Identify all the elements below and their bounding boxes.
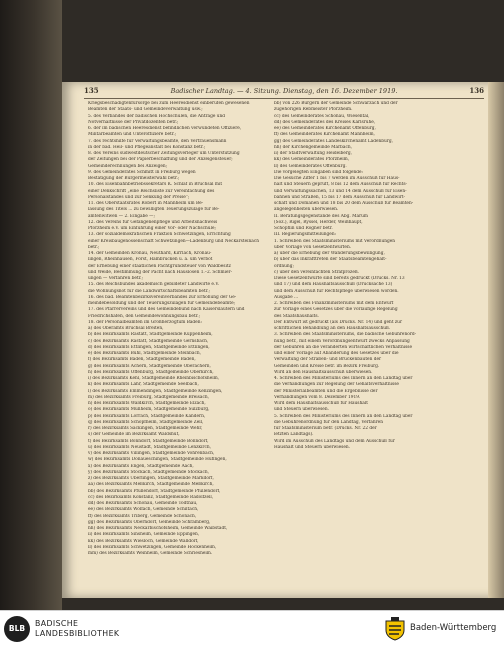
text-line: z) des Bezirksamts Überlingen, Stadtgemeinde Markdorf, — [88, 476, 214, 481]
text-line: die Wohnungsnot für die Landwirtschaftsbeamten betr.; — [88, 288, 211, 294]
text-line: Friedrichshafen, den Gemeindewohnungsbau betr.; — [88, 313, 201, 319]
text-line: cc) des Gemeinderates Schönau, Wiesental, — [274, 113, 370, 119]
text-line: hh) der Kirchengemeinde Marbach, — [274, 144, 352, 150]
text-line: Gemeinden und Kreise betr. im Bezirk Freiburg. — [274, 363, 380, 369]
text-line: hh) des Bezirksamts Neckarbischofsheim, Gemeinde Waibstadt, — [88, 526, 228, 531]
text-line: gg) des Bezirksamts Oberndorf, Gemeinde Schramberg, — [88, 519, 211, 525]
text-line: Haushalt und Steuern überwiesen. — [274, 444, 351, 450]
text-line: 15. des Reichsbundes akademisch gebildeter Landwirte e.V. — [88, 282, 220, 288]
text-line: Personalstandes und zur Senkung der Preise“; — [88, 194, 190, 200]
text-line: ordnung; — [274, 263, 294, 269]
text-line: die Gebührenordnung für den Landtag, Verfahren — [274, 419, 383, 425]
text-line: y) des Bezirksamts Stockach, Stadtgemeinde Stockach, — [88, 469, 209, 475]
book-gutter — [0, 0, 62, 610]
text-line: 3. Schreiben des Staatsministeriums, die badische Gebührenord- — [274, 332, 417, 338]
text-line: 16. des bad. Beamtenbezirksvereinverbandes zur Erhöhung der Ge- — [88, 294, 237, 300]
text-line: k) des Bezirksamts Lahr, Stadtgemeinde Seelbach, — [88, 382, 199, 388]
text-line: für Staatsministerium betr. (Drucks. Nr. 22 der — [274, 426, 377, 431]
text-line: 14. der Gemeinden Kronau, Neuthard, Kirrlach, Kronau- — [88, 251, 212, 256]
text-line: und 17) und dem Haushaltsausschuß (Drucksache 13) — [274, 282, 393, 288]
state-coat-of-arms-icon — [384, 617, 406, 641]
text-line: III. Regierungsmitteilungen: — [274, 232, 337, 238]
text-line: der Erhebung einer staatlichen Pachtgrundsteuer von Waldbesitz — [88, 263, 231, 269]
running-head: Badischer Landtag. — 4. Sitzung. Dienstag, den 16. Dezember 1919. — [170, 87, 398, 95]
text-line: ff) des Bezirksamts Triberg, Gemeinde Schonach, — [88, 513, 197, 519]
text-line: 9. des Gemeinderates Schmitt in Freiburg wegen — [88, 169, 196, 175]
text-line: und Weide, Bestimmung der Pacht nach Hauslosen 1.–2. Schmier- — [88, 269, 233, 275]
text-line: t) des Bezirksamts Bonndorf, Stadtgemeinde Bonndorf, — [88, 438, 209, 444]
page-header — [84, 86, 484, 98]
text-line: und Steuern überwiesen. — [274, 407, 329, 413]
text-line: betr.; — [88, 244, 100, 250]
text-line: 4. Schreiben des Ministeriums des Innern an den Landtag über — [274, 376, 413, 381]
text-line: (Soz.), Rigel, Ryssel, Herder, Weißhaupt, — [274, 219, 363, 225]
text-line: 5. des Verbandes der badischen Hochschulen, die Anträge und — [88, 113, 226, 119]
text-line: Die Gesuche Ziffer 1 bis 7 werden im Ausschuß für Haus- — [274, 176, 400, 181]
text-line: ff) des Gemeinderates Kirchenamt Mannheim, — [274, 132, 375, 138]
text-line: Verhandlungen vom 8. Dezember 1919. — [274, 394, 361, 400]
text-line: o) des Bezirksamts Müllheim, Stadtgemeinde Sulzburg, — [88, 407, 210, 413]
text-line: 18. der Personalbeamten im Großherzogtum Baden: — [88, 319, 202, 325]
text-line: q) des Bezirksamts Schopfheim, Stadtgemeinde Zell, — [88, 419, 204, 425]
library-name[interactable] — [35, 619, 119, 639]
text-line: Militärbeamten und Unteroffiziere betr.; — [88, 132, 177, 138]
text-line: kk) des Bezirksamts Wiesloch, Gemeinde Walldorf, — [88, 538, 199, 544]
text-line: b) über das Inkrafttreten der Staatsbeamtengehalt- — [274, 257, 387, 263]
text-line: 2. Schreiben des Finanzministeriums mit dem Entwurf — [274, 301, 394, 306]
text-line: Pforzheim e.V. um Einführung einer Vor- oder Nachschule; — [88, 226, 216, 231]
text-line: Wird an den Haushaltsausschuß überwiesen. — [274, 369, 373, 375]
text-line: 17. des Pfarrervereins und des Gemeindebund nach Kaiserslautern und — [88, 307, 245, 313]
text-line: l) des Bezirksamts Emmendingen, Stadtgemeinde Kenzingen, — [88, 388, 223, 394]
text-line: angelegenheiten überwiesen. — [274, 207, 339, 213]
text-line: gg) des Gemeinderates Landeskirchenamt Ladenburg, — [274, 138, 393, 144]
document-page — [62, 82, 504, 598]
left-column — [88, 101, 264, 557]
text-line: b) des Bezirksamts Rastatt, Stadtgemeinde Kuppenheim, — [88, 332, 213, 338]
text-line: zur Vorlage eines Gesetzes über die vorläufige Regelung — [274, 307, 398, 313]
text-line: lingen, Rheinhausen, Forst, Hambrücken u. a. um Verbot — [88, 257, 213, 263]
text-line: Diese Gesetzentwürfe sind bereits gedruckt (Drucks. Nr. 13 — [274, 276, 405, 281]
text-line: x) des Bezirksamts Engen, Stadtgemeinde Aach, — [88, 463, 194, 469]
text-line: e) des Bezirksamts Bühl, Stadtgemeinde Steinbach, — [88, 351, 202, 356]
state-name[interactable]: Baden-Württemberg — [410, 623, 497, 633]
text-line: schaft und Domänen und 18 bis 20 dem Ausschuß für Beamten- — [274, 201, 414, 206]
text-line: zugehörigen Rebmeister Pforzheim. — [274, 107, 353, 113]
text-line: w) des Bezirksamts Donaueschingen, Stadtgemeinde Hüfingen, — [88, 457, 227, 463]
text-line: u) des Bezirksamts Neustadt, Stadtgemeinde Lenzkirch, — [88, 444, 212, 450]
text-line: d) des Bezirksamts Ettlingen, Stadtgemeinde Ettlingen, — [88, 344, 210, 350]
text-line: Der Entwurf ist gedruckt (als Drucks. Nr. 14) und geht zur — [274, 319, 403, 325]
text-line: aa) des Bezirksamts Meßkirch, Stadtgemeinde Meßkirch, — [88, 482, 214, 488]
text-line: g) des Bezirksamts Achern, Stadtgemeinde Oberachern, — [88, 363, 211, 369]
text-line: meindebesoldung und der Teuerungszulagen für Gemeindebeamte; — [88, 301, 236, 306]
text-line: 6. der im badischen Heeresdienst befindlichen verwundeten Offiziere, — [88, 126, 242, 131]
text-line: Die vorgelegten Eingaben sind folgende: — [274, 169, 363, 175]
text-line: schriftlichen Behandlung an den Haushaltsausschuß. — [274, 326, 391, 331]
right-column — [274, 101, 474, 451]
text-line: über Vorlage von Gesetzentwürfen. — [274, 244, 352, 250]
blb-logo[interactable]: BLB — [4, 616, 30, 642]
text-line: und dem Ausschuß für Rechtspflege überwiesen worden. — [274, 288, 399, 294]
text-line: kk) des Gemeinderates Pforzheim, — [274, 157, 350, 163]
text-line: i) des Bezirksamts Kehl, Stadtgemeinde Rheinbischofsheim, — [88, 376, 220, 381]
text-line: 13. der sozialdemokratischen Fraktion Schwetzingen, Errichtung — [88, 232, 231, 238]
text-line: m) des Bezirksamts Freiburg, Stadtgemeinde Breisach, — [88, 394, 209, 400]
text-line: der Gebühren an die veränderten wirtschaftlichen Verhältnisse — [274, 344, 413, 350]
text-line: Wird im Ausschuß des Landtags und dem Ausschuß für — [274, 438, 395, 444]
text-line: letzten Landtags). — [274, 432, 314, 438]
library-name-line1: BADISCHE — [35, 619, 79, 628]
text-line: Ausgabe ... — [274, 294, 299, 300]
text-line: f) des Bezirksamts Baden, Stadtgemeinde Baden, — [88, 357, 196, 363]
text-line: n) des Bezirksamts Waldkirch, Stadtgemeinde Elzach, — [88, 401, 206, 406]
text-line: II. Beratungsgegenstände des Abg. Marum — [274, 213, 368, 219]
text-line: a) des Oberamts Bruchsal Breiten, — [88, 326, 164, 331]
text-line: Bestätigung der Bürgermeisterwahl betr.; — [88, 176, 180, 181]
text-line: bb) von 226 Bürgern der Gemeinde Schwarzach und der — [274, 101, 398, 106]
text-line: Wird dem Haushaltsausschuß für Haushalt — [274, 401, 368, 406]
text-line: einer Denkschrift „eine Reichsliste zur Vereinfachung des — [88, 188, 215, 194]
text-line: cc) des Bezirksamts Konstanz, Stadtgemeinde Radolfzell, — [88, 494, 214, 500]
text-line: Notverhältnisse der Privatdozenten betr.; — [88, 119, 179, 125]
text-line: v) des Bezirksamts Villingen, Stadtgemeinde Vöhrenbach, — [88, 451, 215, 456]
text-line: einer Kreisbaugenossenschaft Schwetzingen—Ladenburg und Neckarsteinach — [88, 238, 260, 244]
library-name-line2: LANDESBIBLIOTHEK — [35, 629, 120, 638]
text-line: und einer Vorlage auf Abänderung des Gesetzes über die — [274, 351, 399, 356]
text-line: 12. des Vereins für Gefangenenpflege und Arbeitsnachweis — [88, 219, 218, 225]
text-line: s) der Gemeinde im Bezirksamt Waldshut, — [88, 432, 180, 438]
text-line: Schöpflin und Rögner betr. — [274, 226, 333, 231]
text-line: des Staatshaushalts. — [274, 313, 319, 319]
text-line: der Ministerialbeamten und die Ergebnisse der — [274, 388, 378, 394]
text-line: c) des Bezirksamts Rastatt, Stadtgemeinde Gernsbach, — [88, 338, 209, 344]
text-line: und Verwaltungssachen, 13 und 14 dem Ausschuß für Eisen- — [274, 188, 407, 194]
text-line: bb) des Bezirksamts Pfullendorf, Stadtgemeinde Pfullendorf, — [88, 488, 221, 494]
text-line: mm) des Bezirksamts Weinheim, Gemeinde Schriesheim. — [88, 551, 213, 556]
text-line: ii) des Bezirksamts Sinsheim, Gemeinde Eppingen, — [88, 532, 200, 538]
text-line: c) über den vereinfachten Strafprozeß. — [274, 269, 360, 275]
text-line: 8. des Vereins südwestdeutscher Zeitungsverleger um Unterstützung — [88, 151, 240, 156]
text-line: Verwaltung der Straßen- und Brückenbauten der — [274, 357, 382, 363]
text-line: p) des Bezirksamts Lörrach, Stadtgemeinde Kandern, — [88, 413, 206, 419]
text-line: 5. Schreiben des Ministeriums des Innern an den Landtag über — [274, 413, 413, 419]
text-line: bahnen und Straßen, 15 bis 17 dem Ausschuß für Landwirt- — [274, 194, 405, 200]
text-line: 7. des rechtshilfe für Verwaltungsbeamte, den Vertrauensmann — [88, 138, 227, 144]
text-line: der Zeitungen bei der Papierbeschaffung und der Anzeigensteuer; — [88, 157, 233, 163]
text-line: 11. des Oberstaatsrates Robert in Mannheim um Be- — [88, 201, 204, 206]
text-line: 10. des Eisenbahnbetriebssekretärs K. Schlaf in Bruchsal mit — [88, 182, 223, 188]
text-line: lassung des Titels ... zu bewilligten Teuerungszulage für Be- — [88, 207, 220, 213]
text-line: ee) des Gemeinderates Kirchenamt Offenburg, — [274, 126, 376, 131]
page-number-left: 135 — [84, 86, 99, 95]
text-line: dd) des Bezirksamts Schönau, Gemeinde Todtnau, — [88, 501, 198, 506]
text-line: Kriegsbeschädigtenfürsorge bei zum Heeresdienst einberufen gewesenen — [88, 101, 250, 106]
text-line: in der bad. Heil- und Pflegeanstalt bei Konstanz betr.; — [88, 144, 206, 150]
header-rule — [84, 98, 484, 99]
text-line: die Verhandlungen zur Regelung der Gehaltsverhältnisse — [274, 382, 399, 388]
text-line: h) des Bezirksamts Offenburg, Stadtgemeinde Oberkirch, — [88, 369, 214, 375]
viewer-footer — [0, 610, 504, 647]
text-line: a) über die Erhebung der Wanderungsbewilligung, — [274, 251, 385, 256]
text-line: halt und Steuern geprüft, 8 bis 12 dem Ausschuß für Rechts- — [274, 182, 408, 188]
text-line: ii) der Stadtverwaltung Heidelberg, — [274, 151, 353, 156]
text-line: Gemeinderechnungen bei Anzeigen; — [88, 163, 168, 169]
text-line: ungen — Verfahren betr.; — [88, 276, 143, 281]
text-line: Beamten der Staats- und Gemeindeverwaltung usw.; — [88, 107, 203, 113]
page-edge — [488, 82, 504, 598]
text-line: nung betr., mit einem Verordnungsentwurf zwecks Anpassung — [274, 338, 410, 344]
text-line: dd) des Gemeinderates des Kreises Karlsruhe, — [274, 119, 376, 125]
page-number-right: 136 — [469, 86, 484, 95]
text-line: 1. Schreiben des Staatsministeriums mit Verordnungen — [274, 238, 396, 244]
text-line: amtenwitwen — 2. Eingabe —; — [88, 213, 155, 219]
text-line: ll) des Bezirksamts Schwetzingen, Gemeinde Hockenheim, — [88, 544, 217, 550]
text-line: ee) des Bezirksamts Wolfach, Gemeinde Schiltach, — [88, 507, 199, 513]
text-line: r) des Bezirksamts Säckingen, Stadtgemeinde Wehr, — [88, 426, 203, 431]
text-line: ll) des Gemeinderates Offenburg. — [274, 163, 347, 169]
